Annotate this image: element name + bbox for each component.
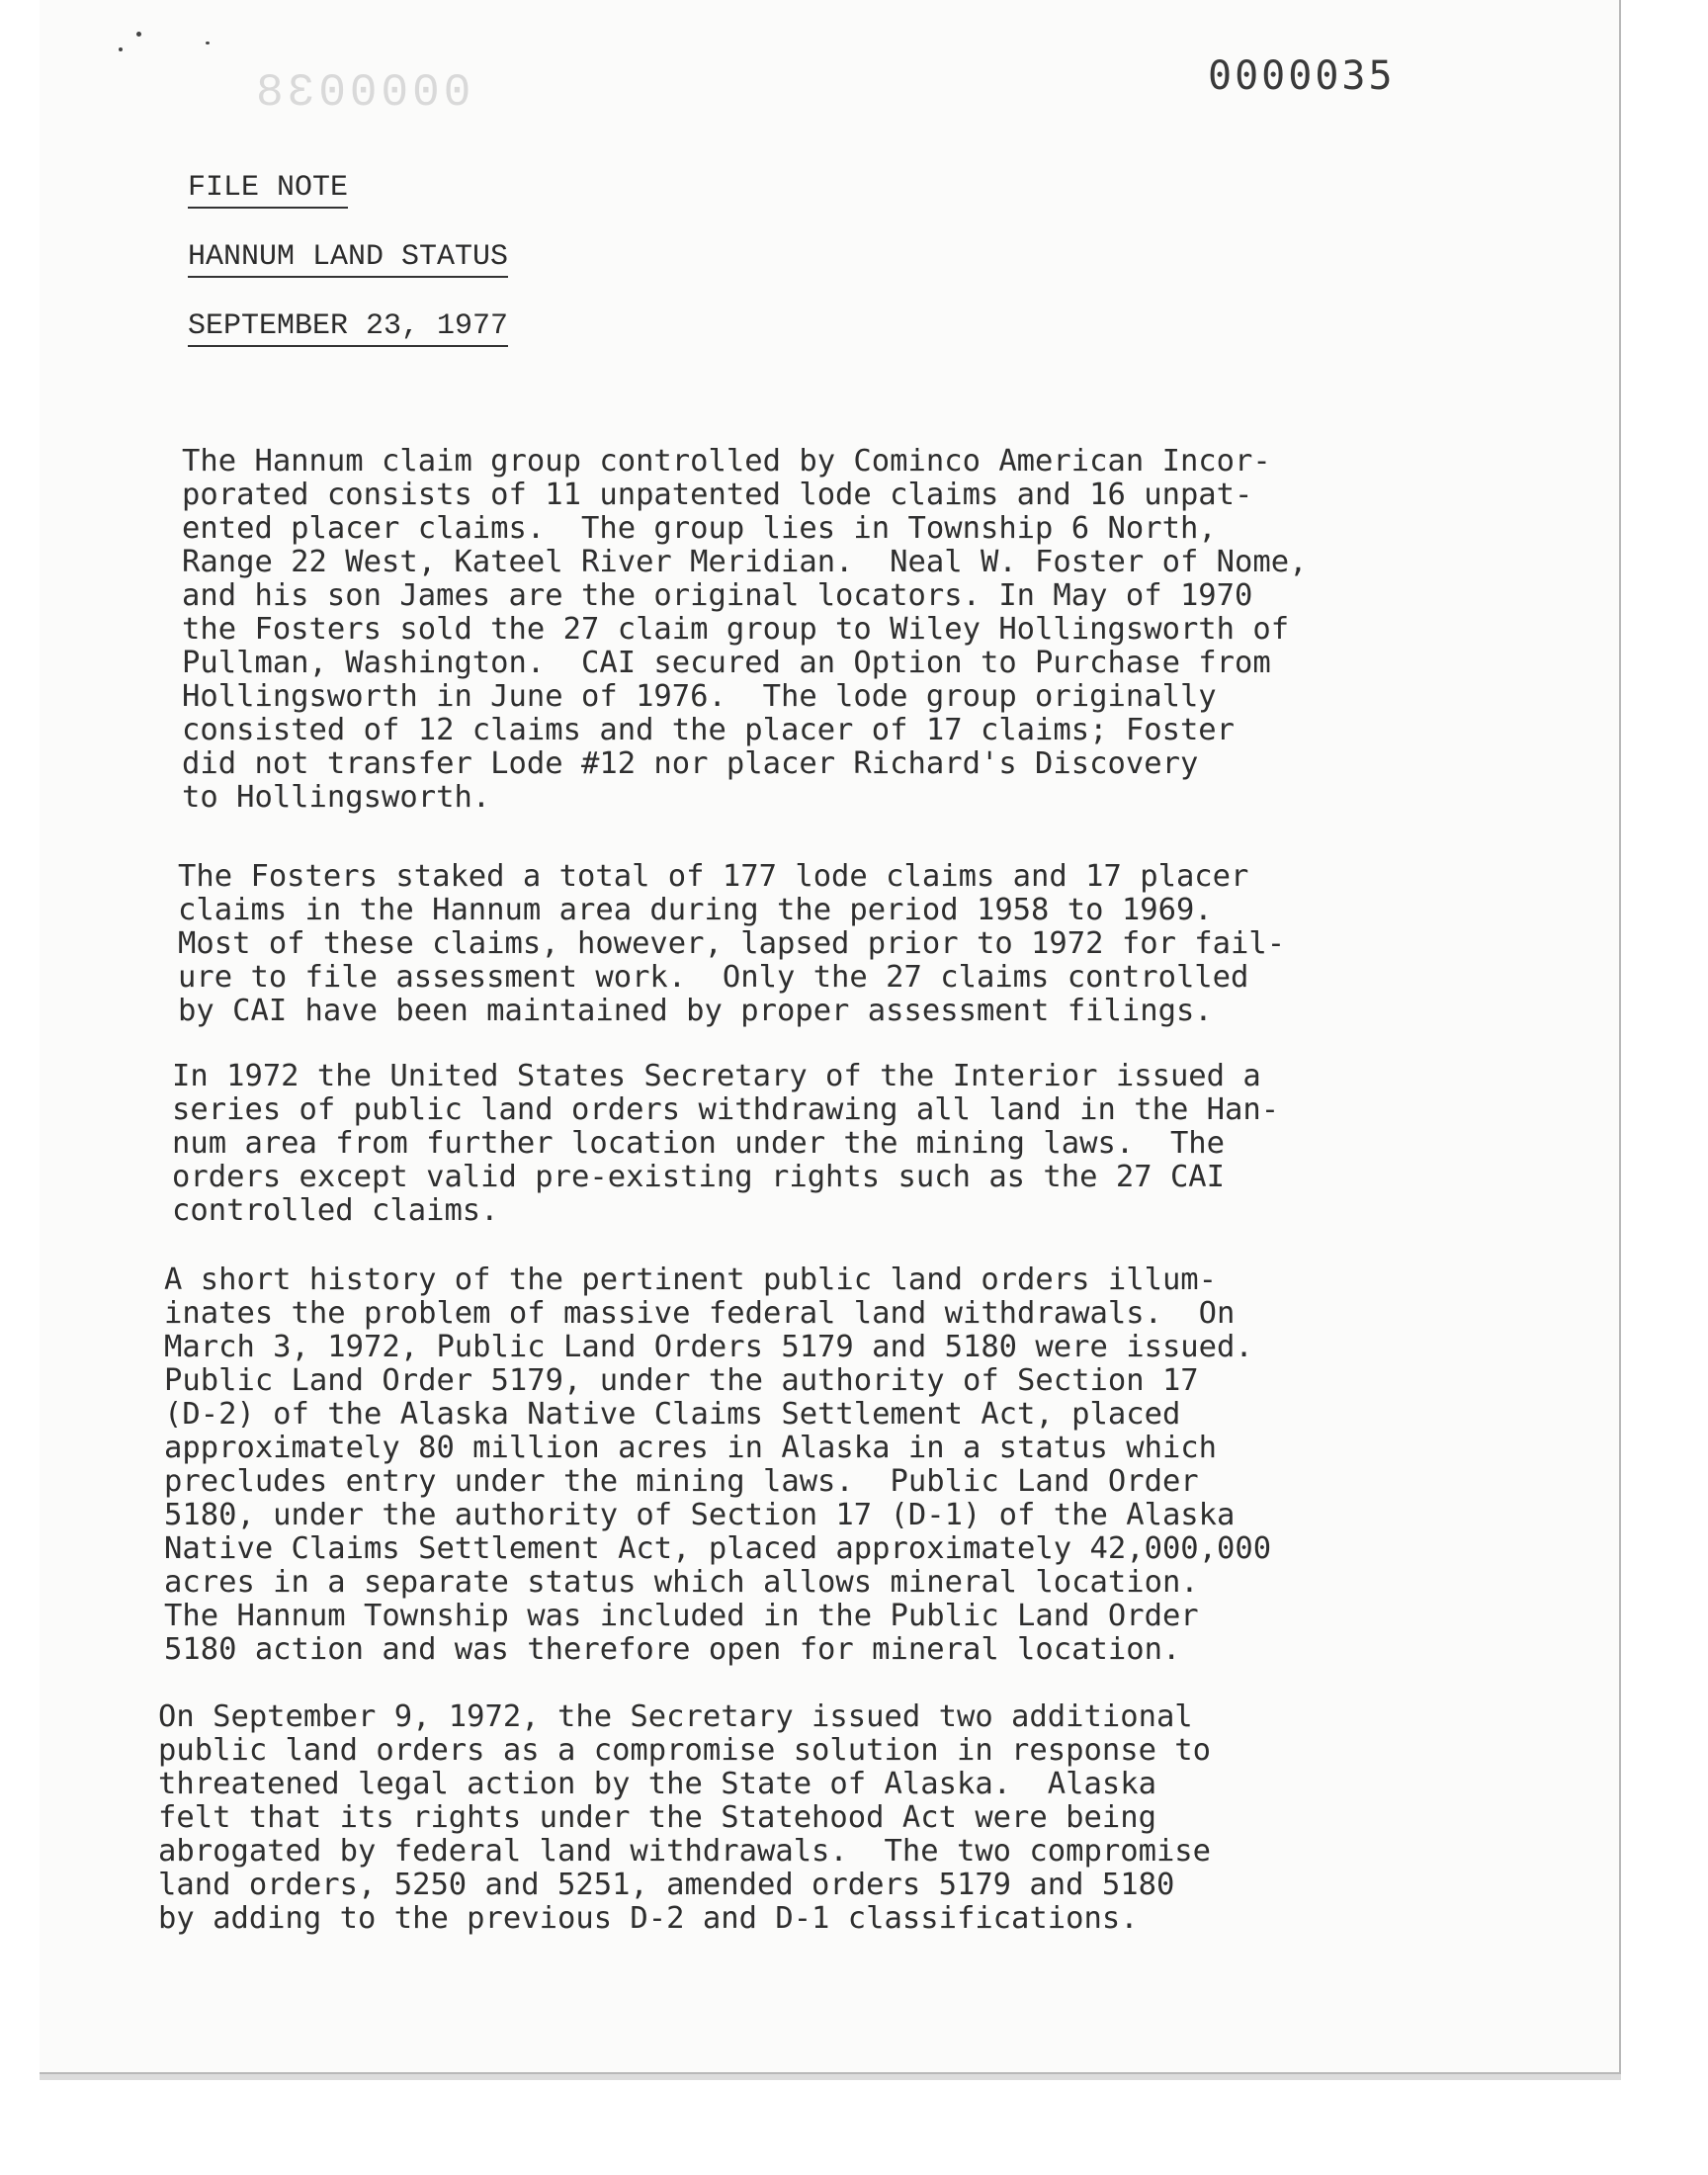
- subject-heading: HANNUM LAND STATUS: [188, 239, 508, 278]
- scan-speck: [206, 42, 210, 44]
- bleed-through-page-number: 0000038: [252, 67, 471, 119]
- paragraph-compromise-orders: On September 9, 1972, the Secretary issued two additional public land orders as a compromise solution in response to threatened legal action by the State of Alaska. Alaska felt that its rights under the Statehood Act were being abrogated by federal land withdrawals. The two compromise land orders, 5250 and 5251, amended orders 5179 and 5180 by adding to the previous D-2 and D-1 classifications.: [158, 1699, 1212, 1936]
- scan-speck: [119, 47, 123, 51]
- paragraph-claim-group: The Hannum claim group controlled by Cominco American Incor- porated consists of 11 unpatented lode claims and 16 unpat- ented placer claims. The group lies in Township 6 North, Range 22 West, Kateel River Meridian. Neal W. Foster of Nome, and his son James are the original locators. In May of 1970 the Fosters sold the 27 claim group to Wiley Hollingsworth of Pullman, Washington. CAI secured an Option to Purchase from Hollingsworth in June of 1976. The lode group originally consisted of 12 claims and the placer of 17 claims; Foster did not transfer Lode #12 nor placer Richard's Discovery to Hollingsworth.: [182, 444, 1308, 815]
- paragraph-1972-withdrawal: In 1972 the United States Secretary of the Interior issued a series of public land orders withdrawing all land in the Han- num area from further location under the mining laws. The orders except valid pre-existing rights such as the 27 CAI controlled claims.: [172, 1059, 1280, 1228]
- page-number: 0000035: [1208, 53, 1396, 99]
- date-heading: SEPTEMBER 23, 1977: [188, 308, 508, 347]
- file-note-heading: FILE NOTE: [188, 170, 348, 209]
- paragraph-land-orders-history: A short history of the pertinent public land orders illum- inates the problem of massive federal land withdrawals. On March 3, 1972, Public Land Orders 5179 and 5180 were issued. Public Land Order 5179, under the authority of Section 17 (D-2) of the Alaska Native Claims Settlement Act, placed approximately 80 million acres in Alaska in a status which precludes entry under the mining laws. Public Land Order 5180, under the authority of Section 17 (D-1) of the Alaska Native Claims Settlement Act, placed approximately 42,000,000 acres in a separate status which allows mineral location. The Hannum Township was included in the Public Land Order 5180 action and was therefore open for mineral location.: [164, 1262, 1272, 1667]
- paragraph-foster-staking: The Fosters staked a total of 177 lode claims and 17 placer claims in the Hannum area during the period 1958 to 1969. Most of these claims, however, lapsed prior to 1972 for fail- ure to file assessment work. Only the 27 claims controlled by CAI have been maintained by proper assessment filings.: [178, 859, 1286, 1028]
- scan-speck: [136, 32, 141, 37]
- page-edge-shadow: [40, 2074, 1621, 2080]
